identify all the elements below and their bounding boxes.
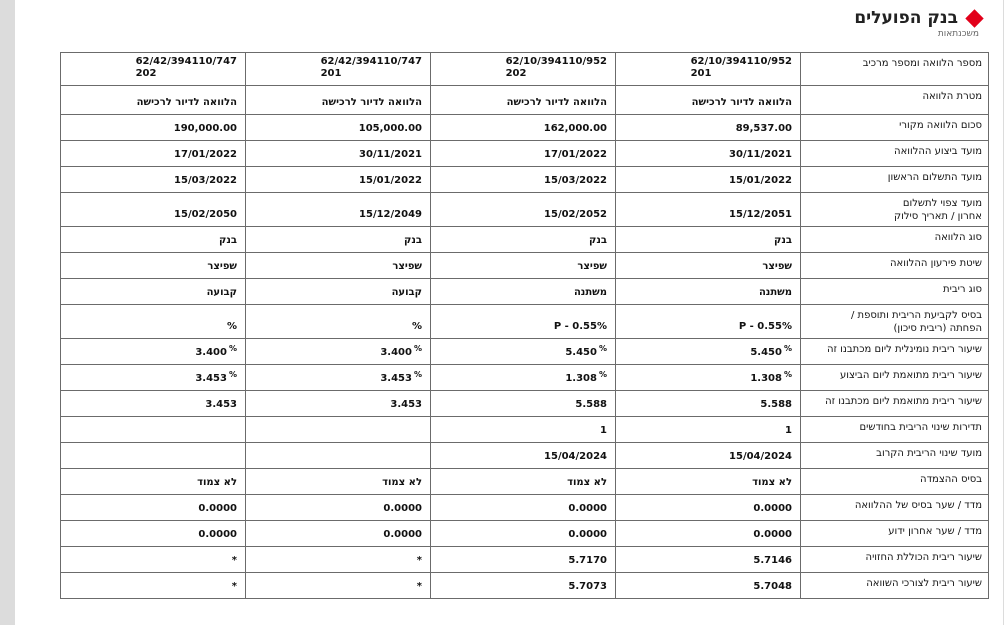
cell-value xyxy=(246,305,431,339)
bank-logo xyxy=(854,8,981,39)
cell-text: 162,000.00 xyxy=(543,123,607,134)
cell-text: 5.588 xyxy=(760,399,792,410)
cell-value xyxy=(431,469,616,495)
row-label xyxy=(801,305,989,339)
cell-text: 3.400 xyxy=(195,347,227,358)
row-label-text: תדירות שינוי הריבית בחודשים xyxy=(859,422,982,433)
cell-text: שפיצר xyxy=(577,261,607,272)
row-label xyxy=(801,495,989,521)
cell-text: הלוואה לדיור לרכישה xyxy=(506,97,607,108)
cell-value xyxy=(61,141,246,167)
row-label-text: מועד צפוי לתשלום אחרון / תאריך סילוק xyxy=(894,198,982,222)
row-label xyxy=(801,469,989,495)
cell-value xyxy=(61,115,246,141)
cell-value xyxy=(246,391,431,417)
cell-text: 0.0000 xyxy=(568,503,607,514)
cell-value xyxy=(61,253,246,279)
row-label-text: מדד / שער אחרון ידוע xyxy=(888,526,982,537)
cell-text: 5.7146 xyxy=(753,555,792,566)
row-label-text: מטרת הלוואה xyxy=(922,91,982,102)
cell-text: 1 xyxy=(600,425,607,436)
cell-text: 15/03/2022 xyxy=(544,175,607,186)
cell-text: לא צמוד xyxy=(752,477,792,488)
cell-value xyxy=(431,193,616,227)
percent-suffix: % xyxy=(783,369,792,379)
loan-details-table xyxy=(60,52,989,599)
table-row-adjusted-rate-exec xyxy=(61,365,989,391)
row-label xyxy=(801,417,989,443)
cell-value xyxy=(61,227,246,253)
row-label-text: מספר הלוואה ומספר מרכיב xyxy=(862,58,982,69)
row-label-text: בסיס לקביעת הריבית ותוספת / הפחתה (ריבית סיכון) xyxy=(850,310,982,334)
cell-value xyxy=(246,86,431,115)
row-label-text: סוג ריבית xyxy=(943,284,982,295)
cell-text: 0.0000 xyxy=(198,503,237,514)
cell-text: P - 0.55% xyxy=(738,321,792,332)
cell-text: % xyxy=(411,321,422,332)
row-label-text: מועד ביצוע ההלוואה xyxy=(894,146,982,157)
cell-value xyxy=(246,193,431,227)
row-label xyxy=(801,279,989,305)
cell-value xyxy=(431,547,616,573)
row-label xyxy=(801,141,989,167)
bank-subtitle: משכנתאות xyxy=(937,29,979,39)
diamond-logo-icon xyxy=(965,9,983,27)
cell-value xyxy=(61,547,246,573)
table-row-first-payment xyxy=(61,167,989,193)
table-row-execution-date xyxy=(61,141,989,167)
cell-text: 5.7170 xyxy=(568,555,607,566)
cell-value xyxy=(246,521,431,547)
table-row-nominal-rate xyxy=(61,339,989,365)
row-label xyxy=(801,365,989,391)
cell-text: 0.0000 xyxy=(568,529,607,540)
cell-value xyxy=(246,227,431,253)
bank-name: בנק הפועלים xyxy=(854,8,958,28)
cell-text: 15/01/2022 xyxy=(359,175,422,186)
cell-value xyxy=(61,391,246,417)
table-row-purpose xyxy=(61,86,989,115)
cell-value xyxy=(431,53,616,86)
cell-text: 17/01/2022 xyxy=(174,149,237,160)
row-label xyxy=(801,167,989,193)
cell-text: 30/11/2021 xyxy=(729,149,792,160)
row-label xyxy=(801,86,989,115)
cell-value xyxy=(61,86,246,115)
cell-text: 5.588 xyxy=(575,399,607,410)
cell-value xyxy=(616,365,801,391)
row-label xyxy=(801,193,989,227)
cell-value xyxy=(616,391,801,417)
cell-text: 3.453 xyxy=(195,373,227,384)
cell-value xyxy=(616,279,801,305)
cell-text: 0.0000 xyxy=(753,529,792,540)
cell-text: * xyxy=(416,581,422,592)
cell-value xyxy=(431,86,616,115)
cell-text: 5.7048 xyxy=(753,581,792,592)
cell-value xyxy=(431,339,616,365)
table-row-total-cost-rate xyxy=(61,547,989,573)
percent-suffix: % xyxy=(413,343,422,353)
cell-text: 0.0000 xyxy=(383,529,422,540)
cell-text: * xyxy=(231,581,237,592)
cell-value xyxy=(616,227,801,253)
cell-value xyxy=(616,167,801,193)
cell-text: 1 xyxy=(785,425,792,436)
row-label xyxy=(801,227,989,253)
cell-value xyxy=(246,417,431,443)
cell-value xyxy=(246,53,431,86)
table-row-indexation-basis xyxy=(61,469,989,495)
cell-text: 15/02/2052 xyxy=(544,209,607,220)
cell-value xyxy=(61,305,246,339)
cell-value xyxy=(431,227,616,253)
cell-value xyxy=(61,339,246,365)
cell-value xyxy=(431,417,616,443)
cell-value xyxy=(246,495,431,521)
cell-value xyxy=(431,167,616,193)
cell-text: 0.0000 xyxy=(383,503,422,514)
cell-value xyxy=(616,253,801,279)
cell-text: 15/03/2022 xyxy=(174,175,237,186)
cell-text: 0.0000 xyxy=(198,529,237,540)
cell-text: בנק xyxy=(404,235,422,246)
table-row-loan-type xyxy=(61,227,989,253)
cell-text: הלוואה לדיור לרכישה xyxy=(136,97,237,108)
cell-value xyxy=(431,573,616,599)
table-row-last-index xyxy=(61,521,989,547)
cell-text: 62/42/394110/747 202 xyxy=(135,56,237,79)
cell-text: 15/12/2051 xyxy=(729,209,792,220)
cell-value xyxy=(431,115,616,141)
cell-text: לא צמוד xyxy=(567,477,607,488)
cell-text: 5.7073 xyxy=(568,581,607,592)
table-row-interest-type xyxy=(61,279,989,305)
table-row-adjusted-rate-now xyxy=(61,391,989,417)
cell-text: 89,537.00 xyxy=(735,123,792,134)
cell-text: 17/01/2022 xyxy=(544,149,607,160)
cell-value xyxy=(431,279,616,305)
cell-text: 3.400 xyxy=(380,347,412,358)
cell-text: לא צמוד xyxy=(197,477,237,488)
row-label xyxy=(801,253,989,279)
row-label-text: סכום הלוואה מקורי xyxy=(899,120,982,131)
table-row-rate-change-freq xyxy=(61,417,989,443)
row-label xyxy=(801,115,989,141)
cell-text: משתנה xyxy=(758,287,792,298)
row-label xyxy=(801,521,989,547)
percent-suffix: % xyxy=(413,369,422,379)
cell-value xyxy=(61,167,246,193)
cell-value xyxy=(246,469,431,495)
cell-text: שפיצר xyxy=(207,261,237,272)
cell-value xyxy=(431,443,616,469)
cell-text: שפיצר xyxy=(762,261,792,272)
cell-value xyxy=(246,167,431,193)
cell-text: 15/04/2024 xyxy=(729,451,792,462)
percent-suffix: % xyxy=(228,369,237,379)
cell-text: קבועה xyxy=(391,287,422,298)
row-label xyxy=(801,443,989,469)
cell-value xyxy=(61,365,246,391)
cell-value xyxy=(246,279,431,305)
cell-text: 30/11/2021 xyxy=(359,149,422,160)
row-label xyxy=(801,573,989,599)
row-label-text: בסיס ההצמדה xyxy=(920,474,982,485)
cell-value xyxy=(61,443,246,469)
percent-suffix: % xyxy=(783,343,792,353)
cell-value xyxy=(246,573,431,599)
cell-value xyxy=(616,193,801,227)
cell-text: 62/10/394110/952 202 xyxy=(505,56,607,79)
cell-text: לא צמוד xyxy=(382,477,422,488)
row-label xyxy=(801,547,989,573)
cell-value xyxy=(616,573,801,599)
cell-value xyxy=(61,521,246,547)
table-row-next-rate-change xyxy=(61,443,989,469)
cell-value xyxy=(431,495,616,521)
table-row-repayment-method xyxy=(61,253,989,279)
cell-text: הלוואה לדיור לרכישה xyxy=(321,97,422,108)
cell-text: 62/10/394110/952 201 xyxy=(690,56,792,79)
table-row-loan-number xyxy=(61,53,989,86)
cell-value xyxy=(616,495,801,521)
cell-value xyxy=(616,547,801,573)
row-label-text: מועד התשלום הראשון xyxy=(887,172,982,183)
percent-suffix: % xyxy=(598,343,607,353)
cell-value xyxy=(61,53,246,86)
row-label xyxy=(801,53,989,86)
cell-value xyxy=(246,115,431,141)
percent-suffix: % xyxy=(228,343,237,353)
cell-text: 15/12/2049 xyxy=(359,209,422,220)
cell-text: 190,000.00 xyxy=(173,123,237,134)
cell-value xyxy=(61,279,246,305)
cell-text: % xyxy=(226,321,237,332)
cell-text: 1.308 xyxy=(565,373,597,384)
cell-text: בנק xyxy=(589,235,607,246)
table-row-base-index xyxy=(61,495,989,521)
cell-text: משתנה xyxy=(573,287,607,298)
percent-suffix: % xyxy=(598,369,607,379)
cell-text: הלוואה לדיור לרכישה xyxy=(691,97,792,108)
cell-text: * xyxy=(416,555,422,566)
row-label-text: מדד / שער בסיס של ההלוואה xyxy=(854,500,982,511)
cell-text: 0.0000 xyxy=(753,503,792,514)
cell-value xyxy=(431,305,616,339)
cell-value xyxy=(616,521,801,547)
cell-value xyxy=(431,365,616,391)
cell-text: 15/04/2024 xyxy=(544,451,607,462)
cell-text: 15/01/2022 xyxy=(729,175,792,186)
cell-text: 15/02/2050 xyxy=(174,209,237,220)
cell-value xyxy=(616,115,801,141)
cell-text: בנק xyxy=(219,235,237,246)
table-row-rate-basis xyxy=(61,305,989,339)
cell-text: 3.453 xyxy=(380,373,412,384)
cell-value xyxy=(246,547,431,573)
row-label-text: שיטת פירעון ההלוואה xyxy=(890,258,982,269)
cell-value xyxy=(616,417,801,443)
cell-value xyxy=(246,443,431,469)
row-label-text: שיעור ריבית מתואמת ליום מכתבנו זה xyxy=(825,396,982,407)
table-row-last-payment xyxy=(61,193,989,227)
row-label xyxy=(801,339,989,365)
cell-value xyxy=(616,305,801,339)
cell-value xyxy=(61,417,246,443)
cell-value xyxy=(616,443,801,469)
cell-value xyxy=(246,253,431,279)
cell-value xyxy=(61,573,246,599)
cell-value xyxy=(616,339,801,365)
cell-value xyxy=(616,469,801,495)
cell-value xyxy=(616,86,801,115)
row-label-text: שיעור ריבית נומינלית ליום מכתבנו זה xyxy=(826,344,982,355)
cell-text: 62/42/394110/747 201 xyxy=(320,56,422,79)
row-label-text: מועד שינוי הריבית הקרוב xyxy=(876,448,982,459)
cell-value xyxy=(61,193,246,227)
cell-value xyxy=(616,53,801,86)
cell-text: שפיצר xyxy=(392,261,422,272)
cell-value xyxy=(246,365,431,391)
cell-text: קבועה xyxy=(206,287,237,298)
cell-text: 5.450 xyxy=(750,347,782,358)
row-label-text: שיעור ריבית מתואמת ליום הביצוע xyxy=(839,370,982,381)
row-label-text: שיעור ריבית הכוללת החזויה xyxy=(865,552,982,563)
table-row-comparison-rate xyxy=(61,573,989,599)
cell-value xyxy=(431,141,616,167)
row-label-text: סוג הלוואה xyxy=(934,232,982,243)
cell-value xyxy=(616,141,801,167)
cell-value xyxy=(246,339,431,365)
cell-value xyxy=(246,141,431,167)
cell-value xyxy=(431,391,616,417)
cell-text: P - 0.55% xyxy=(553,321,607,332)
cell-value xyxy=(61,469,246,495)
table-row-original-amount xyxy=(61,115,989,141)
cell-value xyxy=(431,521,616,547)
cell-text: 1.308 xyxy=(750,373,782,384)
cell-value xyxy=(61,495,246,521)
cell-text: * xyxy=(231,555,237,566)
row-label xyxy=(801,391,989,417)
document-page xyxy=(15,0,1003,625)
cell-text: 3.453 xyxy=(390,399,422,410)
row-label-text: שיעור ריבית לצורכי השוואה xyxy=(866,578,982,589)
cell-text: 3.453 xyxy=(205,399,237,410)
cell-text: 105,000.00 xyxy=(358,123,422,134)
cell-value xyxy=(431,253,616,279)
cell-text: 5.450 xyxy=(565,347,597,358)
cell-text: בנק xyxy=(774,235,792,246)
